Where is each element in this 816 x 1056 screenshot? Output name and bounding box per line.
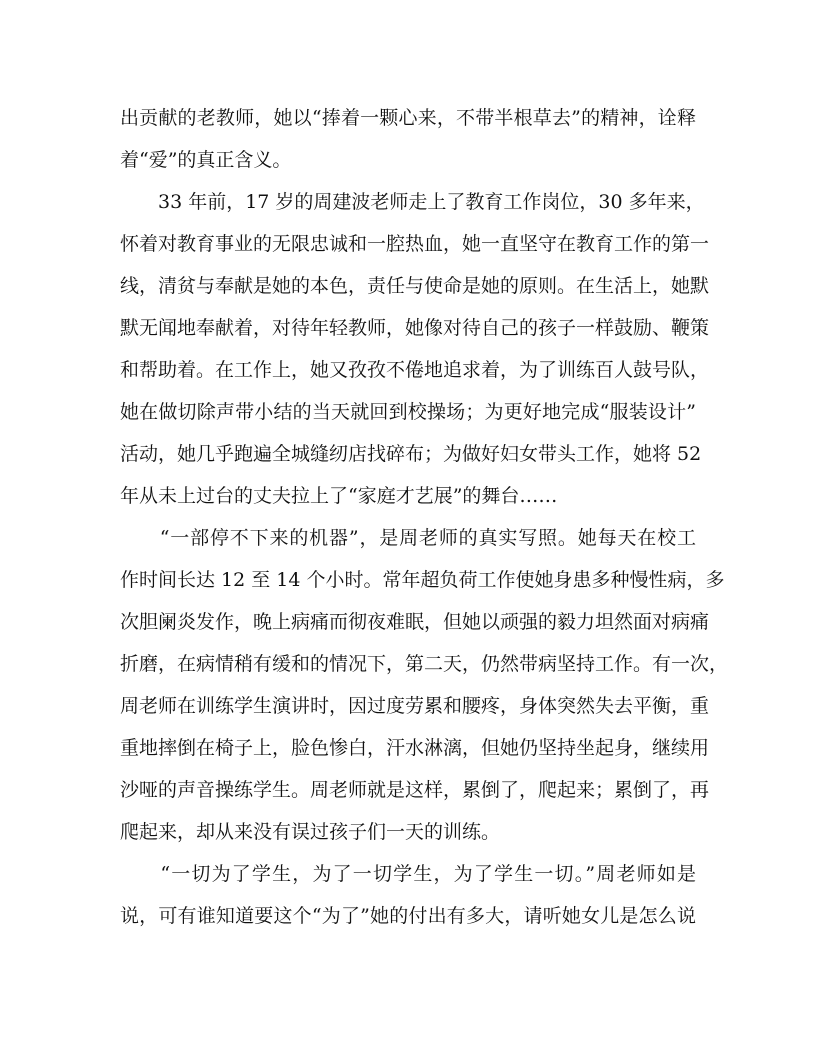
text-line: 说，可有谁知道要这个“为了”她的付出有多大，请听她女儿是怎么说 <box>120 905 696 927</box>
text-line: 重地摔倒在椅子上，脸色惨白，汗水淋漓，但她仍坚持坐起身，继续用 <box>120 737 710 759</box>
text-line: 年从未上过台的丈夫拉上了“家庭才艺展”的舞台…… <box>120 485 558 507</box>
text-line: 线，清贫与奉献是她的本色，责任与使命是她的原则。在生活上，她默 <box>120 275 710 297</box>
text-line: 33 年前，17 岁的周建波老师走上了教育工作岗位，30 多年来， <box>120 191 705 213</box>
text-line: 折磨，在病情稍有缓和的情况下，第二天，仍然带病坚持工作。有一次， <box>120 653 729 675</box>
text-line: 她在做切除声带小结的当天就回到校操场；为更好地完成“服装设计” <box>120 401 696 423</box>
text-line: 和帮助着。在工作上，她又孜孜不倦地追求着，为了训练百人鼓号队， <box>120 359 710 381</box>
text-line: 作时间长达 12 至 14 个小时。常年超负荷工作使她身患多种慢性病，多 <box>120 569 725 591</box>
text-line: 怀着对教育事业的无限忠诚和一腔热血，她一直坚守在教育工作的第一 <box>120 233 710 255</box>
text-line: 爬起来，却从来没有误过孩子们一天的训练。 <box>120 821 501 843</box>
text-line: 着“爱”的真正含义。 <box>120 149 292 171</box>
text-line: “一切为了学生，为了一切学生，为了学生一切。”周老师如是 <box>120 863 696 885</box>
text-line: 次胆阑炎发作，晚上病痛而彻夜难眠，但她以顽强的毅力坦然面对病痛 <box>120 611 710 633</box>
text-line: 沙哑的声音操练学生。周老师就是这样，累倒了，爬起来；累倒了，再 <box>120 779 710 801</box>
text-line: 默无闻地奉献着，对待年轻教师，她像对待自己的孩子一样鼓励、鞭策 <box>120 317 710 339</box>
text-line: 出贡献的老教师，她以“捧着一颗心来，不带半根草去”的精神，诠释 <box>120 107 696 129</box>
text-line: 活动，她几乎跑遍全城缝纫店找碎布；为做好妇女带头工作，她将 52 <box>120 443 702 465</box>
text-line: “一部停不下来的机器”，是周老师的真实写照。她每天在校工 <box>120 527 696 549</box>
text-line: 周老师在训练学生演讲时，因过度劳累和腰疼，身体突然失去平衡，重 <box>120 695 710 717</box>
